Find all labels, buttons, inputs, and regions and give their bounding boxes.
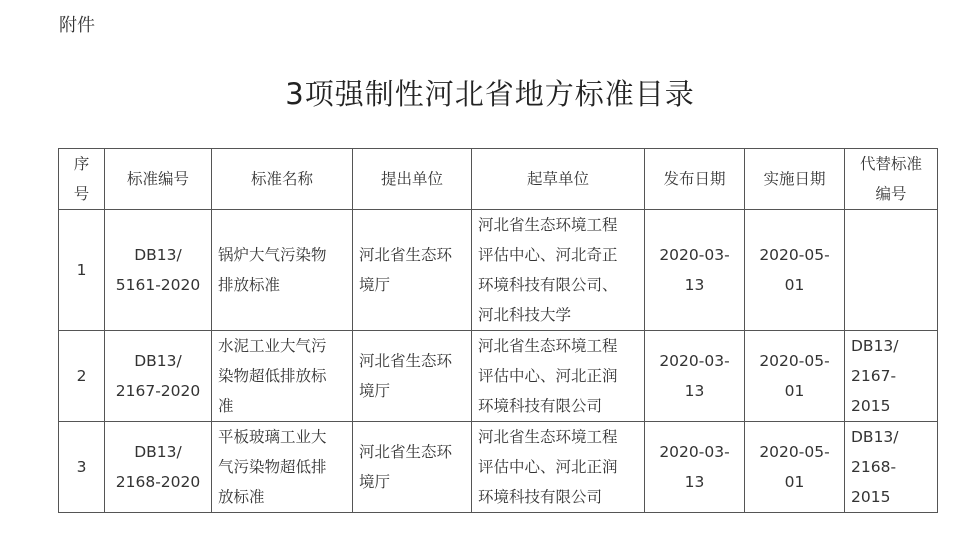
- cell-name: 锅炉大气污染物 排放标准: [212, 210, 353, 331]
- cell-effective-date: 2020-05- 01: [745, 422, 845, 513]
- document-title: 3项强制性河北省地方标准目录: [285, 77, 695, 111]
- header-seq: 序 号: [59, 149, 105, 210]
- header-replaces: 代替标准 编号: [845, 149, 938, 210]
- cell-publish-date: 2020-03- 13: [645, 422, 745, 513]
- header-proposer: 提出单位: [353, 149, 472, 210]
- header-code: 标准编号: [105, 149, 212, 210]
- table-header-row: [59, 149, 938, 210]
- cell-replaces: [845, 210, 938, 331]
- standards-table: [58, 148, 938, 513]
- cell-drafter: 河北省生态环境工程 评估中心、河北正润 环境科技有限公司: [472, 422, 645, 513]
- table-row: [59, 210, 938, 331]
- cell-name: 平板玻璃工业大 气污染物超低排 放标准: [212, 422, 353, 513]
- cell-seq: 3: [59, 422, 105, 513]
- cell-effective-date: 2020-05- 01: [745, 210, 845, 331]
- cell-name: 水泥工业大气污 染物超低排放标 准: [212, 331, 353, 422]
- cell-effective-date: 2020-05- 01: [745, 331, 845, 422]
- header-drafter: 起草单位: [472, 149, 645, 210]
- cell-drafter: 河北省生态环境工程 评估中心、河北奇正 环境科技有限公司、 河北科技大学: [472, 210, 645, 331]
- cell-proposer: 河北省生态环 境厅: [353, 422, 472, 513]
- cell-proposer: 河北省生态环 境厅: [353, 331, 472, 422]
- cell-drafter: 河北省生态环境工程 评估中心、河北正润 环境科技有限公司: [472, 331, 645, 422]
- cell-seq: 1: [59, 210, 105, 331]
- header-name: 标准名称: [212, 149, 353, 210]
- table-row: [59, 331, 938, 422]
- cell-proposer: 河北省生态环 境厅: [353, 210, 472, 331]
- header-effective-date: 实施日期: [745, 149, 845, 210]
- attachment-label: 附件: [59, 15, 95, 36]
- cell-code: DB13/ 5161-2020: [105, 210, 212, 331]
- header-publish-date: 发布日期: [645, 149, 745, 210]
- table-row: [59, 422, 938, 513]
- cell-publish-date: 2020-03- 13: [645, 210, 745, 331]
- cell-seq: 2: [59, 331, 105, 422]
- cell-publish-date: 2020-03- 13: [645, 331, 745, 422]
- cell-replaces: DB13/ 2167- 2015: [845, 331, 938, 422]
- cell-code: DB13/ 2167-2020: [105, 331, 212, 422]
- cell-replaces: DB13/ 2168- 2015: [845, 422, 938, 513]
- cell-code: DB13/ 2168-2020: [105, 422, 212, 513]
